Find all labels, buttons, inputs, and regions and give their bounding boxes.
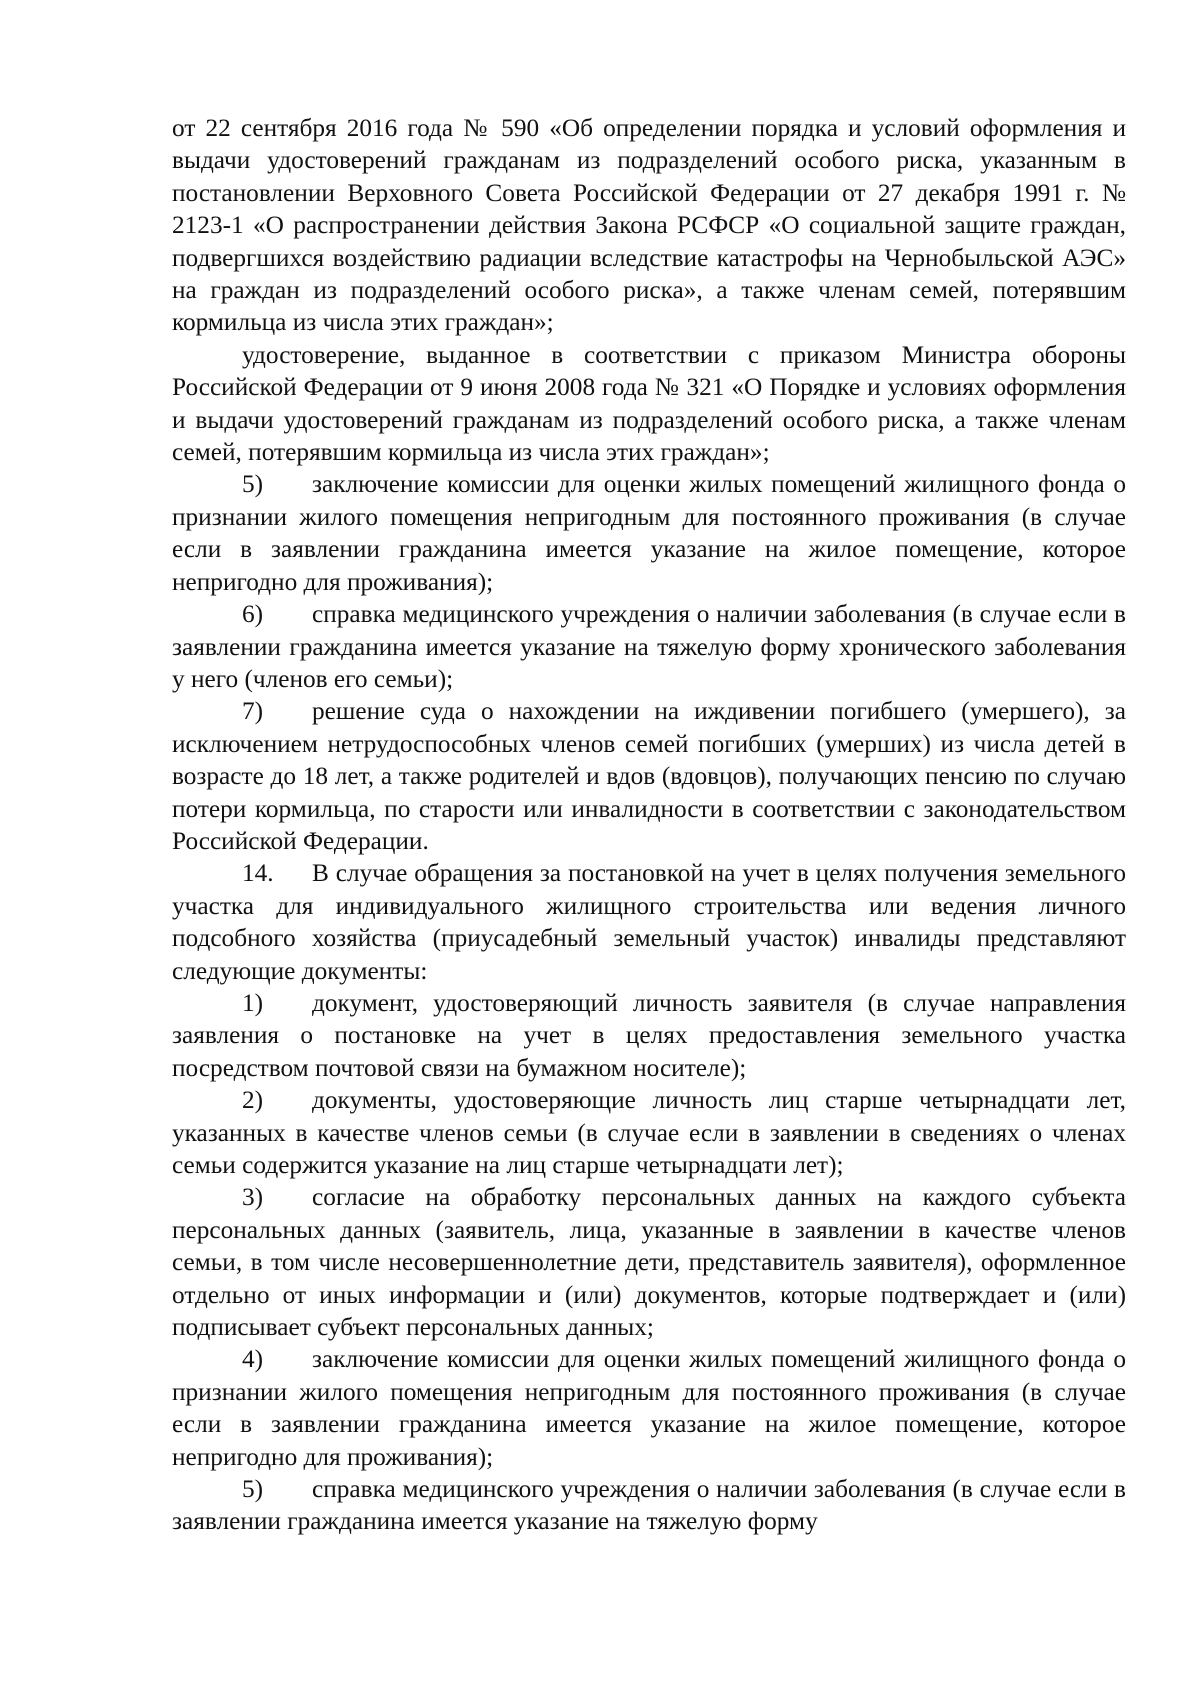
list-item-7 — [172, 695, 1126, 857]
list-item-text: документы, удостоверяющие личность лиц старше четырнадцати лет, указанных в качестве членов семьи (в случае если в заявлении в сведениях о членах семьи содержится указание на лиц старше четырнадцати лет); — [172, 1086, 1126, 1179]
clause-14 — [172, 857, 1126, 987]
paragraph-certificate — [172, 339, 1126, 469]
list-item-text: справка медицинского учреждения о наличии заболевания (в случае если в заявлении гражданина имеется указание на тяжелую форму хронического заболевания у него (членов его семьи); — [172, 600, 1126, 693]
list-item-number: 5) — [242, 1475, 264, 1504]
list-item-text: согласие на обработку персональных данных на каждого субъекта персональных данных (заявитель, лица, указанные в заявлении в качестве членов семьи, в том числе несовершеннолетние дети, представитель заявителя), оформленное отдельно от иных информации и (или) документов, которые подтверждает и (или) подписывает субъект персональных данных; — [172, 1183, 1126, 1342]
list-item-4 — [172, 1343, 1126, 1473]
paragraph-continuation — [172, 112, 1126, 339]
list-item-number: 4) — [242, 1345, 264, 1374]
clause-number: 14. — [242, 859, 274, 888]
list-item-number: 3) — [242, 1183, 264, 1212]
clause-text: В случае обращения за постановкой на учет в целях получения земельного участка для индивидуального жилищного строительства или ведения личного подсобного хозяйства (приусадебный земельный участок) инвалиды представляют следующие документы: — [172, 859, 1126, 985]
list-item-number: 6) — [242, 600, 264, 629]
paragraph-text: удостоверение, выданное в соответствии с приказом Министра обороны Российской Федерации от 9 июня 2008 года № 321 «О Порядке и условиях оформления и выдачи удостоверений гражданам из подразделений особого риска, а также членам семей, потерявшим кормильца из числа этих граждан»; — [172, 340, 1126, 467]
list-item-1 — [172, 987, 1126, 1084]
list-item-2 — [172, 1084, 1126, 1181]
list-item-number: 2) — [242, 1086, 264, 1115]
document-body — [172, 112, 1126, 1538]
list-item-5 — [172, 468, 1126, 598]
list-item-text: решение суда о нахождении на иждивении погибшего (умершего), за исключением нетрудоспособных членов семей погибших (умерших) из числа детей в возрасте до 18 лет, а также родителей и вдов (вдовцов), получающих пенсию по случаю потери кормильца, по старости или инвалидности в соответствии с законодательством Российской Федерации. — [172, 697, 1126, 855]
list-item-3 — [172, 1181, 1126, 1343]
list-item-number: 5) — [242, 470, 264, 499]
list-item-text: документ, удостоверяющий личность заявителя (в случае направления заявления о постановке на учет в целях предоставления земельного участка посредством почтовой связи на бумажном носителе); — [172, 988, 1126, 1082]
list-item-text: заключение комиссии для оценки жилых помещений жилищного фонда о признании жилого помещения непригодным для постоянного проживания (в случае если в заявлении гражданина имеется указание на жилое помещение, которое непригодно для проживания); — [172, 1345, 1126, 1471]
list-item-5-second — [172, 1473, 1126, 1538]
paragraph-text: от 22 сентября 2016 года № 590 «Об определении порядка и условий оформления и выдачи удостоверений гражданам из подразделений особого риска, указанным в постановлении Верховного Совета Российской Федерации от 27 декабря 1991 г. № 2123-1 «О распространении действия Закона РСФСР «О социальной защите граждан, подвергшихся воздействию радиации вследствие катастрофы на Чернобыльской АЭС» на граждан из подразделений особого риска», а также членам семей, потерявшим кормильца из числа этих граждан»; — [172, 114, 1126, 337]
list-item-text: справка медицинского учреждения о наличии заболевания (в случае если в заявлении гражданина имеется указание на тяжелую форму — [172, 1475, 1126, 1536]
list-item-number: 1) — [242, 988, 264, 1017]
list-item-text: заключение комиссии для оценки жилых помещений жилищного фонда о признании жилого помещения непригодным для постоянного проживания (в случае если в заявлении гражданина имеется указание на жилое помещение, которое непригодно для проживания); — [172, 470, 1126, 596]
list-item-6 — [172, 598, 1126, 695]
list-item-number: 7) — [242, 697, 264, 726]
